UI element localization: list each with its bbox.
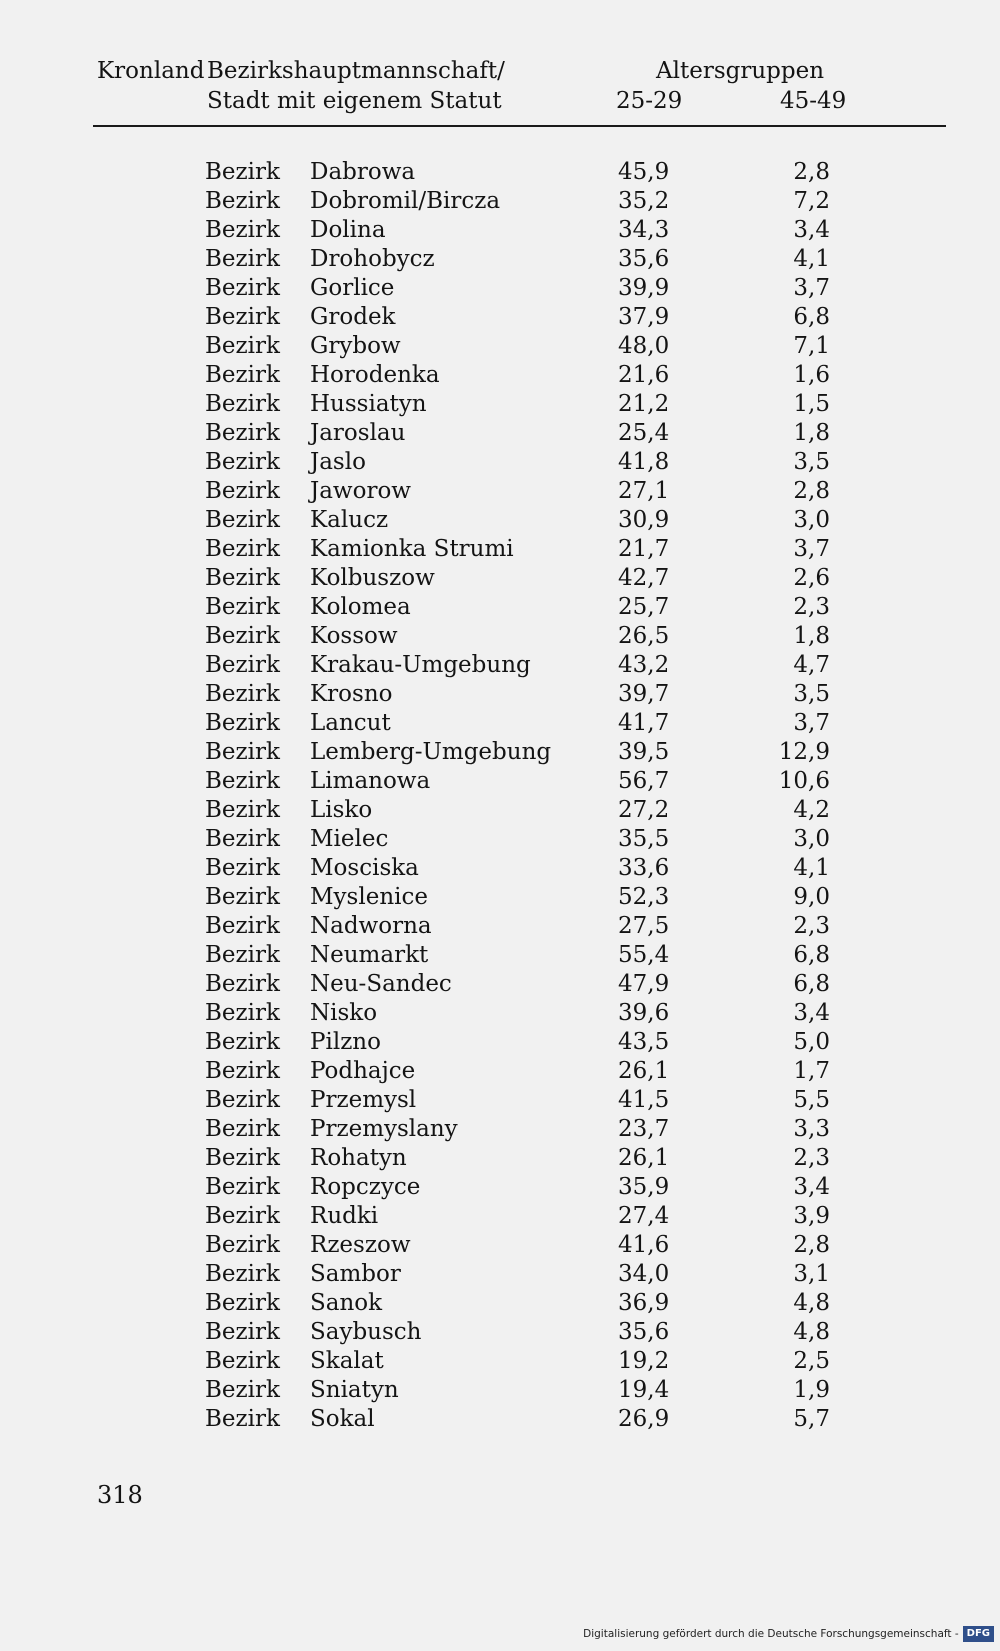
- cell-age-25-29: 26,1: [618, 1145, 670, 1171]
- footer-text: Digitalisierung gefördert durch die Deutsche Forschungsgemeinschaft -: [583, 1628, 959, 1640]
- table-row: [0, 419, 1000, 448]
- cell-age-25-29: 43,2: [618, 652, 670, 678]
- cell-age-25-29: 35,2: [618, 188, 670, 214]
- cell-district-name: Dabrowa: [310, 159, 416, 185]
- cell-age-45-49: 4,8: [793, 1290, 830, 1316]
- cell-age-25-29: 39,7: [618, 681, 670, 707]
- cell-age-45-49: 12,9: [778, 739, 830, 765]
- table-row: [0, 535, 1000, 564]
- cell-district-name: Mielec: [310, 826, 389, 852]
- cell-age-25-29: 26,1: [618, 1058, 670, 1084]
- table-row: [0, 564, 1000, 593]
- cell-age-45-49: 1,7: [793, 1058, 830, 1084]
- cell-kronland: Bezirk: [205, 884, 280, 910]
- cell-district-name: Gorlice: [310, 275, 395, 301]
- cell-age-45-49: 1,5: [793, 391, 830, 417]
- cell-district-name: Jaroslau: [310, 420, 406, 446]
- cell-age-45-49: 3,5: [793, 449, 830, 475]
- table-row: [0, 390, 1000, 419]
- cell-district-name: Limanowa: [310, 768, 431, 794]
- cell-kronland: Bezirk: [205, 681, 280, 707]
- cell-kronland: Bezirk: [205, 159, 280, 185]
- cell-age-45-49: 2,6: [793, 565, 830, 591]
- cell-kronland: Bezirk: [205, 246, 280, 272]
- cell-kronland: Bezirk: [205, 710, 280, 736]
- cell-district-name: Kolomea: [310, 594, 411, 620]
- cell-district-name: Kalucz: [310, 507, 389, 533]
- cell-age-45-49: 9,0: [793, 884, 830, 910]
- cell-age-25-29: 25,7: [618, 594, 670, 620]
- cell-district-name: Neu-Sandec: [310, 971, 452, 997]
- footer: [583, 1623, 994, 1645]
- cell-age-25-29: 36,9: [618, 1290, 670, 1316]
- cell-kronland: Bezirk: [205, 391, 280, 417]
- cell-kronland: Bezirk: [205, 1203, 280, 1229]
- cell-age-45-49: 3,7: [793, 710, 830, 736]
- cell-district-name: Kolbuszow: [310, 565, 435, 591]
- cell-kronland: Bezirk: [205, 855, 280, 881]
- cell-age-25-29: 27,4: [618, 1203, 670, 1229]
- cell-district-name: Nadworna: [310, 913, 432, 939]
- cell-kronland: Bezirk: [205, 1406, 280, 1432]
- cell-age-45-49: 2,3: [793, 913, 830, 939]
- cell-age-25-29: 26,5: [618, 623, 670, 649]
- cell-district-name: Rudki: [310, 1203, 379, 1229]
- cell-age-25-29: 27,2: [618, 797, 670, 823]
- cell-district-name: Podhajce: [310, 1058, 416, 1084]
- cell-kronland: Bezirk: [205, 565, 280, 591]
- cell-kronland: Bezirk: [205, 1348, 280, 1374]
- cell-age-45-49: 3,4: [793, 1000, 830, 1026]
- cell-age-45-49: 3,0: [793, 826, 830, 852]
- table-row: [0, 1405, 1000, 1434]
- cell-district-name: Rohatyn: [310, 1145, 407, 1171]
- cell-age-25-29: 33,6: [618, 855, 670, 881]
- cell-district-name: Lancut: [310, 710, 391, 736]
- cell-district-name: Kossow: [310, 623, 398, 649]
- page-number: 318: [97, 1481, 143, 1509]
- table-row: [0, 593, 1000, 622]
- table-row: [0, 680, 1000, 709]
- table-row: [0, 448, 1000, 477]
- table-row: [0, 651, 1000, 680]
- cell-age-25-29: 25,4: [618, 420, 670, 446]
- table-row: [0, 1202, 1000, 1231]
- cell-age-45-49: 3,7: [793, 536, 830, 562]
- cell-district-name: Kamionka Strumi: [310, 536, 514, 562]
- cell-age-25-29: 34,3: [618, 217, 670, 243]
- cell-age-25-29: 27,1: [618, 478, 670, 504]
- table-row: [0, 999, 1000, 1028]
- cell-age-45-49: 3,0: [793, 507, 830, 533]
- cell-district-name: Saybusch: [310, 1319, 422, 1345]
- cell-kronland: Bezirk: [205, 304, 280, 330]
- cell-age-25-29: 35,9: [618, 1174, 670, 1200]
- cell-district-name: Pilzno: [310, 1029, 381, 1055]
- cell-kronland: Bezirk: [205, 1000, 280, 1026]
- cell-age-25-29: 39,6: [618, 1000, 670, 1026]
- cell-age-45-49: 10,6: [778, 768, 830, 794]
- cell-age-25-29: 55,4: [618, 942, 670, 968]
- table-row: [0, 825, 1000, 854]
- table-body: [0, 158, 1000, 1434]
- header-bezirk-line2: Stadt mit eigenem Statut: [207, 88, 502, 114]
- cell-kronland: Bezirk: [205, 1058, 280, 1084]
- cell-kronland: Bezirk: [205, 739, 280, 765]
- cell-kronland: Bezirk: [205, 942, 280, 968]
- cell-kronland: Bezirk: [205, 971, 280, 997]
- cell-district-name: Ropczyce: [310, 1174, 421, 1200]
- cell-district-name: Rzeszow: [310, 1232, 411, 1258]
- cell-district-name: Mosciska: [310, 855, 419, 881]
- cell-age-45-49: 3,7: [793, 275, 830, 301]
- cell-district-name: Hussiatyn: [310, 391, 427, 417]
- table-row: [0, 1115, 1000, 1144]
- table-row: [0, 1144, 1000, 1173]
- cell-age-25-29: 34,0: [618, 1261, 670, 1287]
- cell-age-25-29: 30,9: [618, 507, 670, 533]
- cell-age-25-29: 23,7: [618, 1116, 670, 1142]
- cell-age-45-49: 2,8: [793, 478, 830, 504]
- table-row: [0, 158, 1000, 187]
- cell-age-45-49: 2,3: [793, 594, 830, 620]
- header-rule: [93, 125, 946, 127]
- header-age-25-29: 25-29: [616, 88, 683, 114]
- cell-district-name: Lisko: [310, 797, 373, 823]
- cell-age-25-29: 42,7: [618, 565, 670, 591]
- cell-district-name: Przemysl: [310, 1087, 417, 1113]
- cell-age-25-29: 41,8: [618, 449, 670, 475]
- header-age-45-49: 45-49: [780, 88, 847, 114]
- cell-age-45-49: 3,1: [793, 1261, 830, 1287]
- cell-kronland: Bezirk: [205, 1261, 280, 1287]
- cell-age-25-29: 35,5: [618, 826, 670, 852]
- cell-age-45-49: 5,5: [793, 1087, 830, 1113]
- cell-age-25-29: 52,3: [618, 884, 670, 910]
- cell-kronland: Bezirk: [205, 333, 280, 359]
- cell-age-25-29: 47,9: [618, 971, 670, 997]
- table-row: [0, 361, 1000, 390]
- cell-age-25-29: 19,4: [618, 1377, 670, 1403]
- cell-kronland: Bezirk: [205, 623, 280, 649]
- cell-kronland: Bezirk: [205, 188, 280, 214]
- cell-district-name: Krosno: [310, 681, 393, 707]
- cell-age-45-49: 2,8: [793, 1232, 830, 1258]
- cell-age-45-49: 1,8: [793, 623, 830, 649]
- cell-district-name: Jaslo: [310, 449, 366, 475]
- cell-kronland: Bezirk: [205, 797, 280, 823]
- cell-age-45-49: 1,9: [793, 1377, 830, 1403]
- cell-age-45-49: 2,5: [793, 1348, 830, 1374]
- cell-district-name: Sanok: [310, 1290, 383, 1316]
- table-row: [0, 854, 1000, 883]
- cell-age-45-49: 4,2: [793, 797, 830, 823]
- cell-age-25-29: 27,5: [618, 913, 670, 939]
- cell-kronland: Bezirk: [205, 1087, 280, 1113]
- cell-kronland: Bezirk: [205, 768, 280, 794]
- cell-kronland: Bezirk: [205, 449, 280, 475]
- table-row: [0, 245, 1000, 274]
- table-row: [0, 1318, 1000, 1347]
- table-row: [0, 767, 1000, 796]
- cell-district-name: Nisko: [310, 1000, 378, 1026]
- table-row: [0, 216, 1000, 245]
- cell-age-25-29: 39,5: [618, 739, 670, 765]
- cell-district-name: Skalat: [310, 1348, 384, 1374]
- table-row: [0, 738, 1000, 767]
- cell-age-25-29: 21,7: [618, 536, 670, 562]
- cell-age-45-49: 1,6: [793, 362, 830, 388]
- table-row: [0, 1347, 1000, 1376]
- table-row: [0, 303, 1000, 332]
- cell-kronland: Bezirk: [205, 507, 280, 533]
- table-row: [0, 1086, 1000, 1115]
- cell-age-45-49: 4,8: [793, 1319, 830, 1345]
- table-row: [0, 1260, 1000, 1289]
- cell-age-45-49: 7,1: [793, 333, 830, 359]
- cell-age-45-49: 6,8: [793, 304, 830, 330]
- table-row: [0, 796, 1000, 825]
- cell-age-25-29: 19,2: [618, 1348, 670, 1374]
- header-altersgruppen: Altersgruppen: [656, 58, 825, 84]
- cell-age-25-29: 21,2: [618, 391, 670, 417]
- cell-kronland: Bezirk: [205, 275, 280, 301]
- table-row: [0, 1028, 1000, 1057]
- table-row: [0, 883, 1000, 912]
- cell-kronland: Bezirk: [205, 1290, 280, 1316]
- cell-kronland: Bezirk: [205, 594, 280, 620]
- cell-district-name: Przemyslany: [310, 1116, 458, 1142]
- cell-kronland: Bezirk: [205, 1232, 280, 1258]
- cell-age-45-49: 5,7: [793, 1406, 830, 1432]
- cell-age-45-49: 4,1: [793, 246, 830, 272]
- cell-district-name: Dobromil/Bircza: [310, 188, 501, 214]
- cell-district-name: Lemberg-Umgebung: [310, 739, 552, 765]
- table-row: [0, 477, 1000, 506]
- table-row: [0, 1173, 1000, 1202]
- table-row: [0, 941, 1000, 970]
- cell-age-45-49: 4,1: [793, 855, 830, 881]
- table-row: [0, 1289, 1000, 1318]
- cell-kronland: Bezirk: [205, 1377, 280, 1403]
- cell-district-name: Horodenka: [310, 362, 440, 388]
- cell-age-25-29: 41,7: [618, 710, 670, 736]
- cell-kronland: Bezirk: [205, 1029, 280, 1055]
- table-row: [0, 274, 1000, 303]
- cell-age-25-29: 41,6: [618, 1232, 670, 1258]
- cell-age-45-49: 3,3: [793, 1116, 830, 1142]
- cell-district-name: Sambor: [310, 1261, 401, 1287]
- cell-age-25-29: 45,9: [618, 159, 670, 185]
- cell-age-45-49: 3,5: [793, 681, 830, 707]
- cell-age-25-29: 35,6: [618, 1319, 670, 1345]
- cell-age-25-29: 26,9: [618, 1406, 670, 1432]
- cell-kronland: Bezirk: [205, 1174, 280, 1200]
- cell-district-name: Sniatyn: [310, 1377, 399, 1403]
- cell-age-25-29: 35,6: [618, 246, 670, 272]
- cell-age-25-29: 37,9: [618, 304, 670, 330]
- cell-age-25-29: 39,9: [618, 275, 670, 301]
- cell-age-45-49: 2,8: [793, 159, 830, 185]
- cell-age-45-49: 4,7: [793, 652, 830, 678]
- table-row: [0, 187, 1000, 216]
- dfg-logo-icon: DFG: [963, 1626, 994, 1642]
- cell-kronland: Bezirk: [205, 536, 280, 562]
- cell-district-name: Neumarkt: [310, 942, 429, 968]
- cell-district-name: Grybow: [310, 333, 401, 359]
- cell-age-45-49: 6,8: [793, 942, 830, 968]
- header-bezirk-line1: Bezirkshauptmannschaft/: [207, 58, 505, 84]
- cell-age-45-49: 5,0: [793, 1029, 830, 1055]
- cell-kronland: Bezirk: [205, 420, 280, 446]
- cell-age-45-49: 3,9: [793, 1203, 830, 1229]
- cell-district-name: Myslenice: [310, 884, 428, 910]
- cell-age-45-49: 3,4: [793, 217, 830, 243]
- cell-district-name: Sokal: [310, 1406, 375, 1432]
- cell-age-45-49: 2,3: [793, 1145, 830, 1171]
- cell-kronland: Bezirk: [205, 826, 280, 852]
- cell-district-name: Dolina: [310, 217, 386, 243]
- table-row: [0, 1231, 1000, 1260]
- cell-district-name: Drohobycz: [310, 246, 435, 272]
- table-row: [0, 1376, 1000, 1405]
- cell-district-name: Krakau-Umgebung: [310, 652, 531, 678]
- cell-kronland: Bezirk: [205, 217, 280, 243]
- cell-kronland: Bezirk: [205, 362, 280, 388]
- table-row: [0, 332, 1000, 361]
- cell-kronland: Bezirk: [205, 1319, 280, 1345]
- cell-kronland: Bezirk: [205, 1145, 280, 1171]
- cell-age-45-49: 3,4: [793, 1174, 830, 1200]
- cell-age-25-29: 43,5: [618, 1029, 670, 1055]
- table-row: [0, 709, 1000, 738]
- cell-district-name: Jaworow: [310, 478, 411, 504]
- cell-kronland: Bezirk: [205, 652, 280, 678]
- table-row: [0, 912, 1000, 941]
- cell-kronland: Bezirk: [205, 478, 280, 504]
- cell-kronland: Bezirk: [205, 913, 280, 939]
- cell-kronland: Bezirk: [205, 1116, 280, 1142]
- cell-district-name: Grodek: [310, 304, 396, 330]
- table-row: [0, 1057, 1000, 1086]
- cell-age-25-29: 41,5: [618, 1087, 670, 1113]
- table-row: [0, 622, 1000, 651]
- cell-age-25-29: 56,7: [618, 768, 670, 794]
- cell-age-25-29: 48,0: [618, 333, 670, 359]
- header-kronland: Kronland: [97, 58, 205, 84]
- table-row: [0, 506, 1000, 535]
- cell-age-45-49: 1,8: [793, 420, 830, 446]
- cell-age-45-49: 7,2: [793, 188, 830, 214]
- table-row: [0, 970, 1000, 999]
- cell-age-25-29: 21,6: [618, 362, 670, 388]
- cell-age-45-49: 6,8: [793, 971, 830, 997]
